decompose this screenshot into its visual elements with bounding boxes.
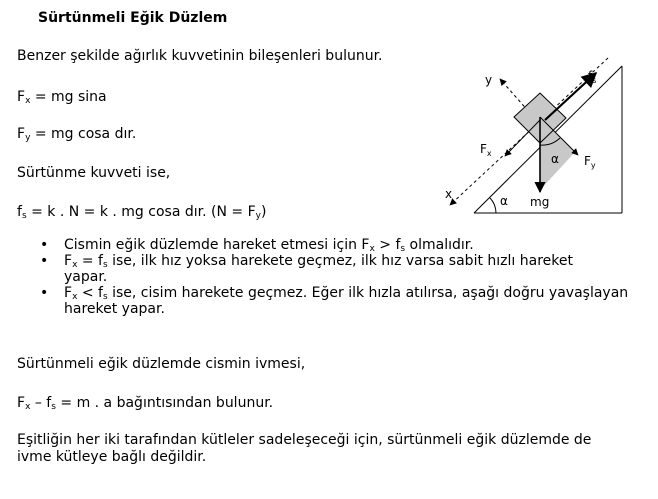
list-item: • $F_x < f_s$ ise, cisim harekete geçmez. Eğer ilk hızla atılırsa, aşağı doğru yavaşlayan hareket yapar. (40, 285, 629, 317)
fx-equation: $F_x$ = mg sina (17, 89, 107, 106)
fs-equation: $f_s = k$ . N = k . mg cosa dır. $(N = F_y)$ (17, 204, 267, 221)
mg-label: mg (530, 195, 550, 209)
inclined-plane-diagram (440, 52, 630, 217)
list-item: • Cismin eğik düzlemde hareket etmesi için $F_x > f_s$ olmalıdır. (40, 237, 474, 254)
incline-alpha-label: α (500, 194, 508, 208)
friction-intro: Sürtünme kuvveti ise, (17, 165, 171, 181)
x-axis-label: x (445, 187, 453, 201)
list-item: • $F_x = f_s$ ise, ilk hız yoksa harekete geçmez, ilk hız varsa sabit hızlı hareket yapar. (40, 253, 573, 285)
fs-label: $f_s$ (588, 69, 597, 85)
condition-list (0, 237, 640, 317)
bullet-icon: • (40, 237, 49, 253)
bullet-icon: • (40, 285, 49, 301)
acceleration-equation: $F_x - f_s = m$ . a bağıntısından bulunur. (17, 395, 274, 412)
fy-equation: $F_y$ = mg cosa dır. (17, 126, 137, 143)
y-axis-label: y (485, 73, 493, 87)
force-alpha-label: α (551, 152, 559, 166)
page-title: Sürtünmeli Eğik Düzlem (38, 10, 228, 26)
conclusion-text: Eşitliğin her iki tarafından kütleler sadeleşeceği için, sürtünmeli eğik düzlemde de ivme kütleye bağlı değildir. (17, 432, 592, 465)
fx-label: $F_x$ (480, 142, 492, 158)
incline-angle-arc (490, 198, 496, 213)
bullet-icon: • (40, 253, 49, 269)
intro-text: Benzer şekilde ağırlık kuvvetinin bileşenleri bulunur. (17, 48, 383, 64)
acceleration-intro: Sürtünmeli eğik düzlemde cismin ivmesi, (17, 356, 306, 372)
fy-label: $F_y$ (584, 154, 596, 170)
